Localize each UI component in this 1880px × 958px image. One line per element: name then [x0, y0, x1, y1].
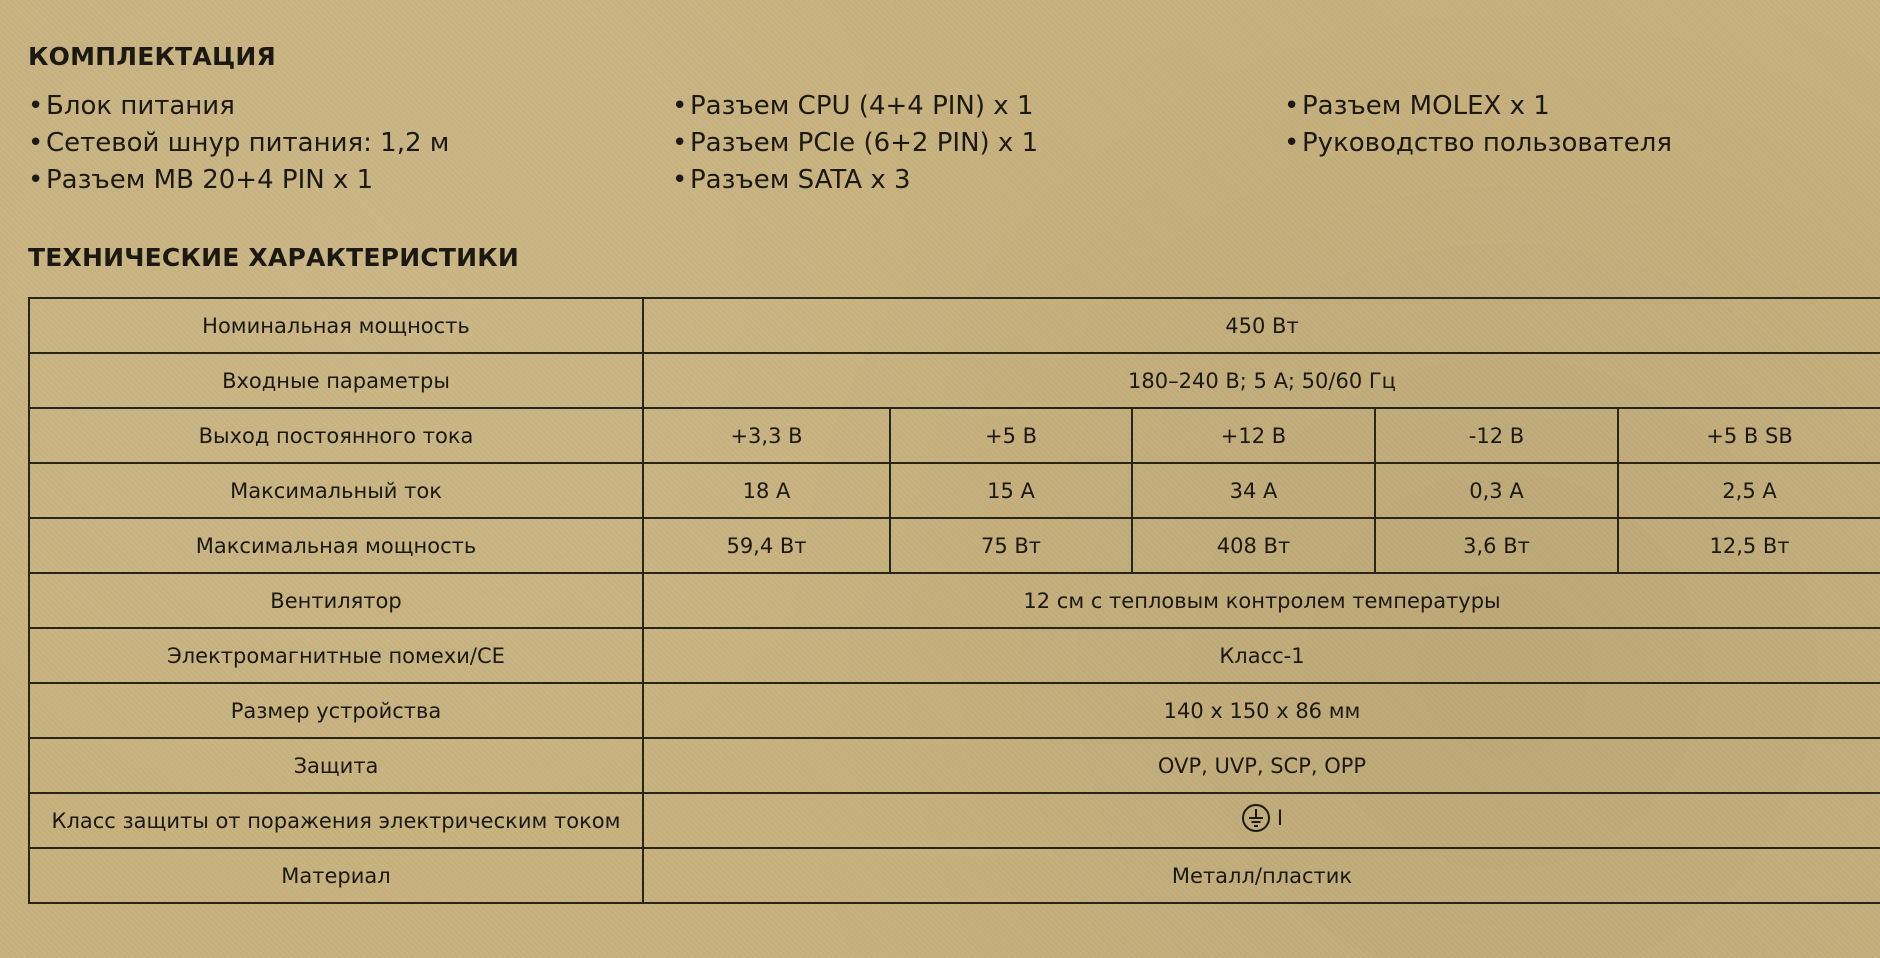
package-item [1284, 88, 1672, 125]
package-item-text: Разъем SATA x 3 [690, 165, 911, 195]
dc-output-cell: +3,3 В [643, 408, 890, 463]
bullet: • [28, 128, 44, 158]
specs-title: ТЕХНИЧЕСКИЕ ХАРАКТЕРИСТИКИ [28, 243, 520, 272]
table-row [29, 848, 1880, 903]
table-row [29, 793, 1880, 848]
max-power-cell: 59,4 Вт [643, 518, 890, 573]
bullet: • [1284, 91, 1300, 121]
package-item-text: Блок питания [46, 91, 235, 121]
shock-class-value-group [1241, 803, 1283, 833]
rated-power-label: Номинальная мощность [29, 298, 643, 353]
package-item-text: Руководство пользователя [1302, 128, 1673, 158]
dc-output-cell: +5 В [890, 408, 1132, 463]
max-power-cell: 75 Вт [890, 518, 1132, 573]
bullet: • [672, 128, 688, 158]
input-value: 180–240 В; 5 А; 50/60 Гц [643, 353, 1880, 408]
protective-earth-icon [1241, 803, 1271, 833]
shock-class-label: Класс защиты от поражения электрическим током [29, 793, 643, 848]
max-current-label: Максимальный ток [29, 463, 643, 518]
shock-class-roman: I [1276, 806, 1284, 830]
fan-value: 12 см с тепловым контролем температуры [643, 573, 1880, 628]
dc-output-cell: +5 В SB [1618, 408, 1880, 463]
package-item [28, 125, 449, 162]
package-item-text: Сетевой шнур питания: 1,2 м [46, 128, 450, 158]
shock-class-value [643, 793, 1880, 848]
max-current-cell: 0,3 А [1375, 463, 1618, 518]
max-power-cell: 3,6 Вт [1375, 518, 1618, 573]
table-row [29, 298, 1880, 353]
package-item [672, 162, 1038, 199]
max-power-cell: 12,5 Вт [1618, 518, 1880, 573]
package-title: КОМПЛЕКТАЦИЯ [28, 42, 276, 71]
table-row [29, 463, 1880, 518]
table-row [29, 518, 1880, 573]
package-item-text: Разъем PCIe (6+2 PIN) x 1 [690, 128, 1039, 158]
dc-output-cell: -12 В [1375, 408, 1618, 463]
max-current-cell: 2,5 А [1618, 463, 1880, 518]
size-label: Размер устройства [29, 683, 643, 738]
max-power-cell: 408 Вт [1132, 518, 1375, 573]
package-item [1284, 125, 1672, 162]
bullet: • [28, 165, 44, 195]
max-current-cell: 34 А [1132, 463, 1375, 518]
package-column-2 [672, 88, 1038, 199]
max-current-cell: 15 А [890, 463, 1132, 518]
package-item [672, 88, 1038, 125]
package-item [28, 88, 449, 125]
bullet: • [1284, 128, 1300, 158]
package-item-text: Разъем MOLEX x 1 [1302, 91, 1550, 121]
rated-power-value: 450 Вт [643, 298, 1880, 353]
emi-label: Электромагнитные помехи/CE [29, 628, 643, 683]
input-label: Входные параметры [29, 353, 643, 408]
package-item-text: Разъем CPU (4+4 PIN) x 1 [690, 91, 1034, 121]
table-row [29, 408, 1880, 463]
table-row [29, 353, 1880, 408]
emi-value: Класс-1 [643, 628, 1880, 683]
dc-output-label: Выход постоянного тока [29, 408, 643, 463]
dc-output-cell: +12 В [1132, 408, 1375, 463]
table-row [29, 628, 1880, 683]
size-value: 140 x 150 x 86 мм [643, 683, 1880, 738]
protection-label: Защита [29, 738, 643, 793]
specs-table [28, 297, 1880, 904]
package-item [28, 162, 449, 199]
package-item-text: Разъем MB 20+4 PIN x 1 [46, 165, 374, 195]
bullet: • [28, 91, 44, 121]
fan-label: Вентилятор [29, 573, 643, 628]
material-value: Металл/пластик [643, 848, 1880, 903]
protection-value: OVP, UVP, SCP, OPP [643, 738, 1880, 793]
package-column-1 [28, 88, 449, 199]
package-item [672, 125, 1038, 162]
table-row [29, 683, 1880, 738]
table-row [29, 738, 1880, 793]
material-label: Материал [29, 848, 643, 903]
bullet: • [672, 165, 688, 195]
table-row [29, 573, 1880, 628]
bullet: • [672, 91, 688, 121]
max-current-cell: 18 А [643, 463, 890, 518]
max-power-label: Максимальная мощность [29, 518, 643, 573]
package-column-3 [1284, 88, 1672, 162]
